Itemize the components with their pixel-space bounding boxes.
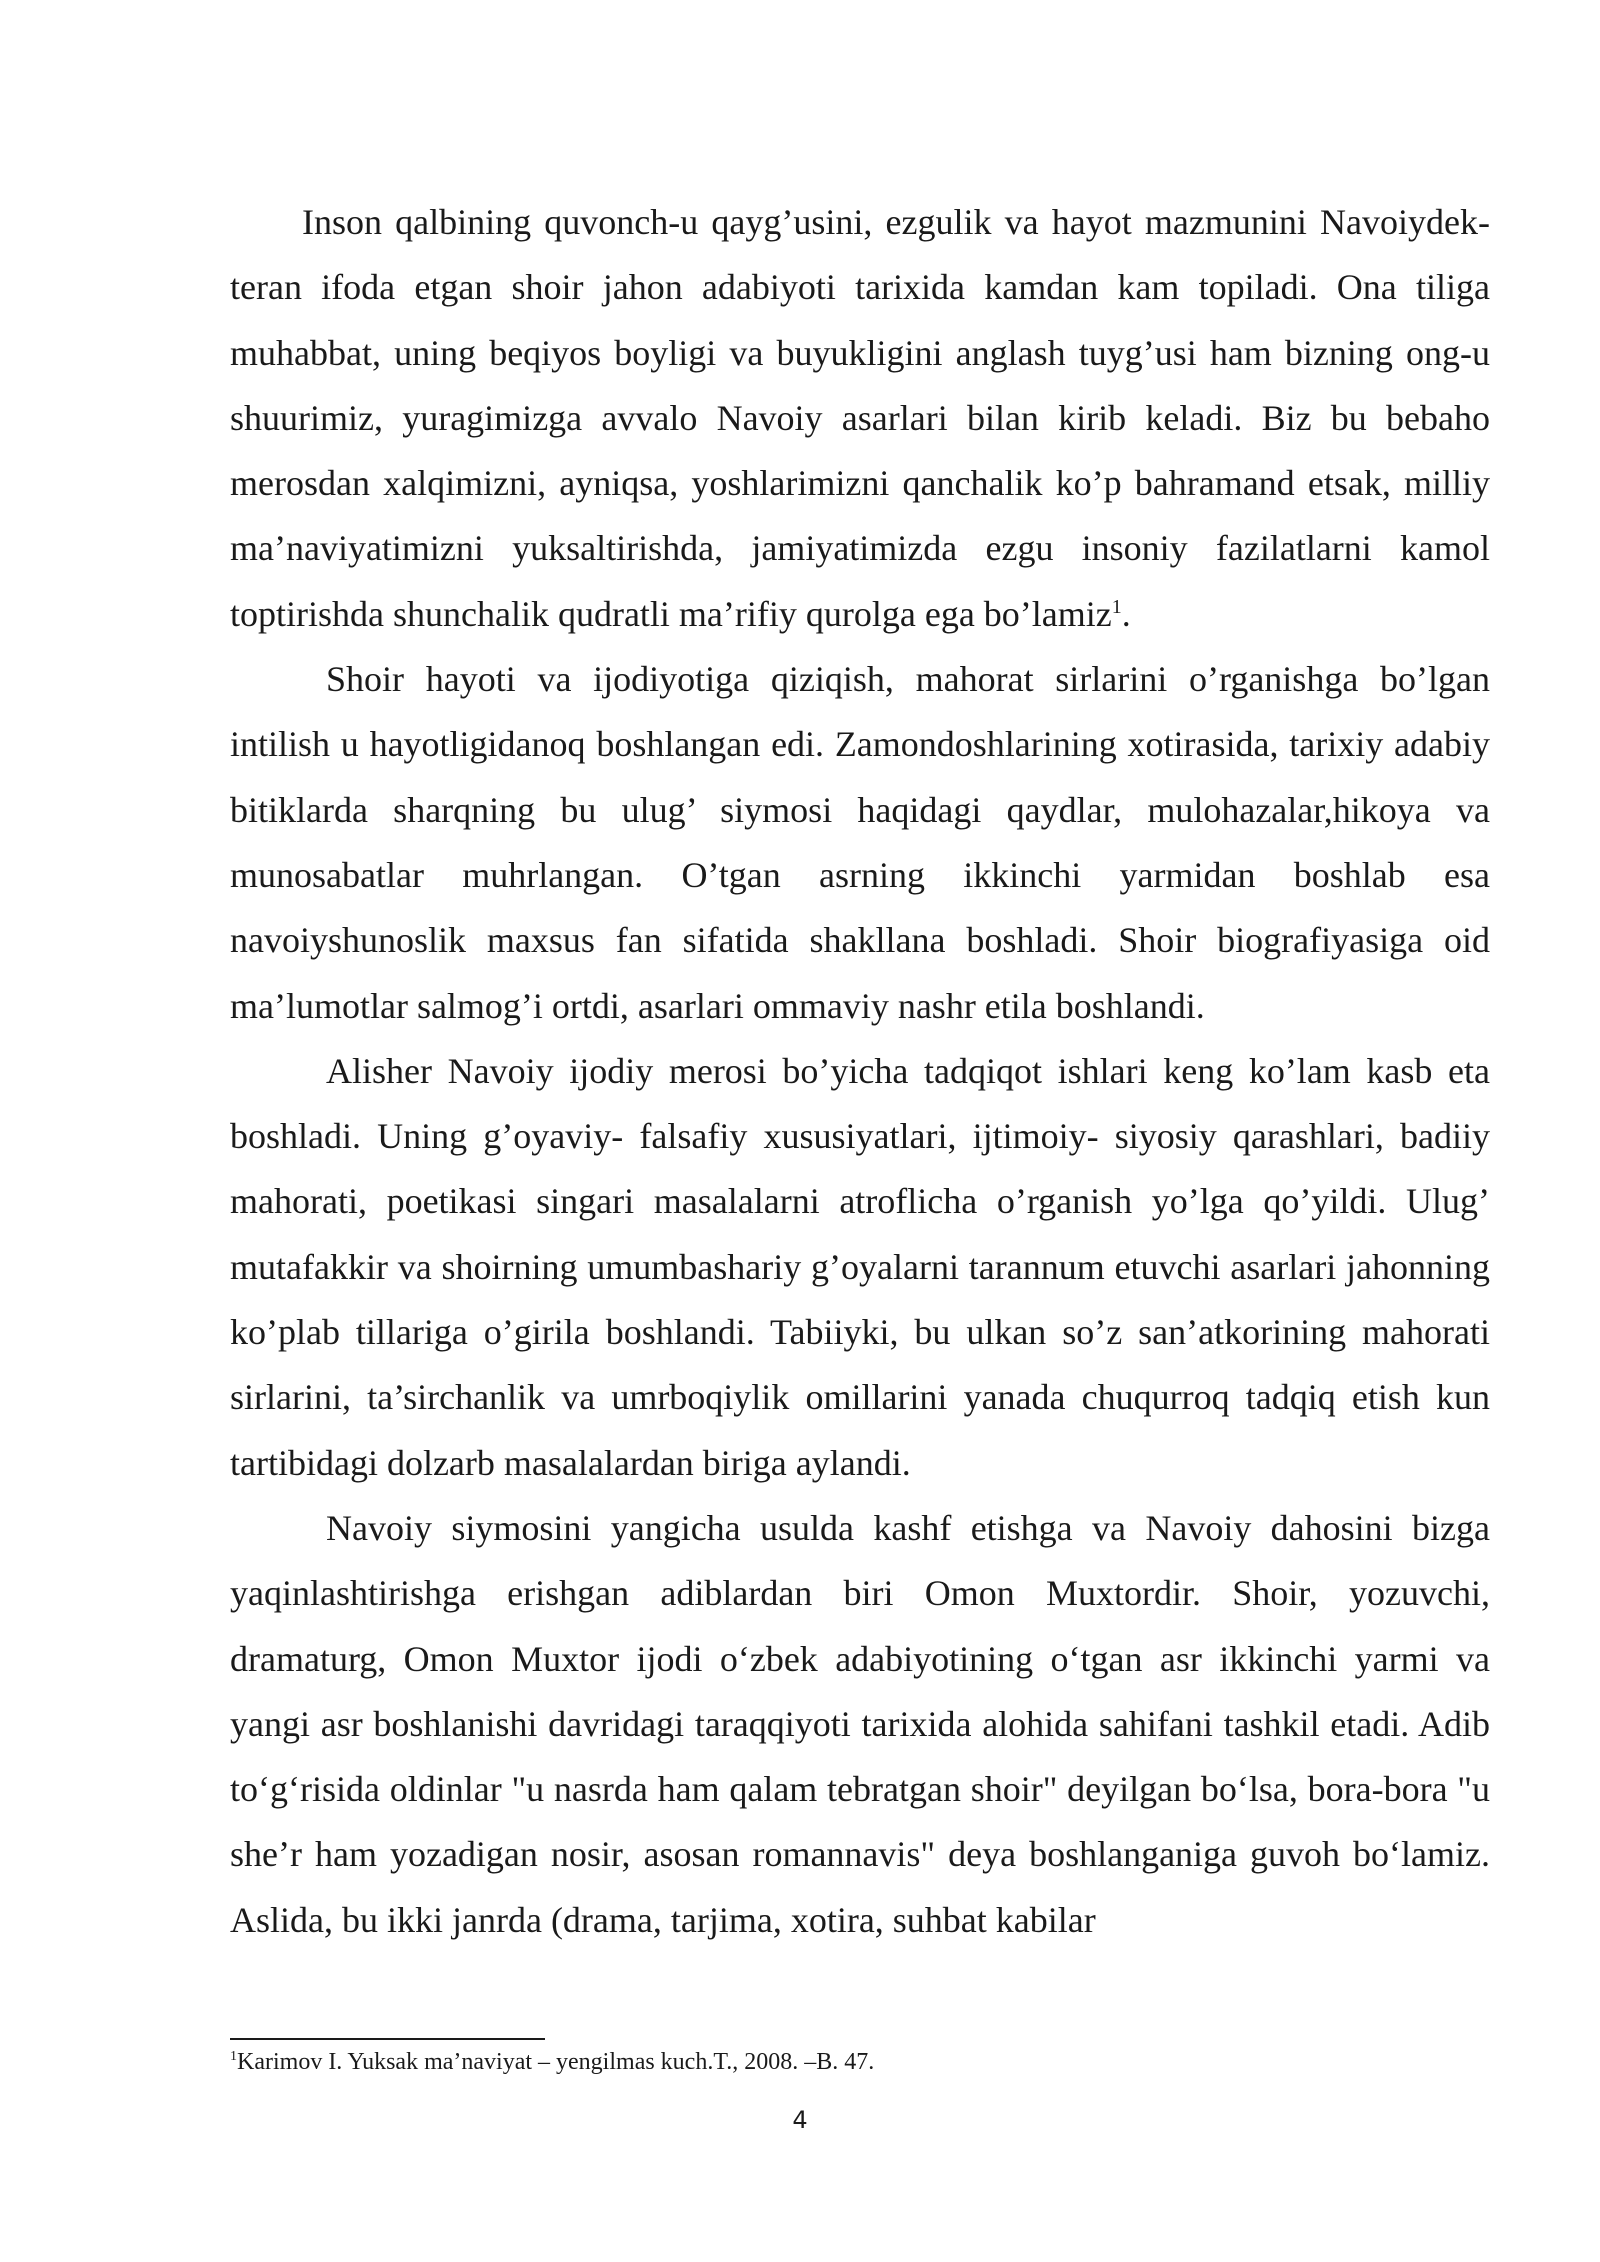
- paragraph-1-text: Inson qalbining quvonch-u qayg’usini, ezgulik va hayot mazmunini Navoiydek- teran ifoda etgan shoir jahon adabiyoti tarixida kamdan kam topiladi. Ona tiliga muhabbat, uning beqiyos boyligi va buyukligini anglash tuyg’usi ham bizning ong-u shuurimiz, yuragimizga avvalo Navoiy asarlari bilan kirib keladi. Biz bu bebaho merosdan xalqimizni, ayniqsa, yoshlarimizni qanchalik ko’p bahramand etsak, milliy ma’naviyatimizni yuksaltirishda, jamiyatimizda ezgu insoniy fazilatlarni kamol toptirishda shunchalik qudratli ma’rifiy qurolga ega bo’lamiz: [230, 202, 1490, 634]
- footnote: [230, 2044, 1430, 2080]
- paragraph-2: Shoir hayoti va ijodiyotiga qiziqish, mahorat sirlarini o’rganishga bo’lgan intilish u hayotligidanoq boshlangan edi. Zamondoshlarining xotirasida, tarixiy adabiy bitiklarda sharqning bu ulug’ siymosi haqidagi qaydlar, mulohazalar,hikoya va munosabatlar muhrlangan. O’tgan asrning ikkinchi yarmidan boshlab esa navoiyshunoslik maxsus fan sifatida shakllana boshladi. Shoir biografiyasiga oid ma’lumotlar salmog’i ortdi, asarlari ommaviy nashr etila boshlandi.: [230, 659, 1490, 1026]
- page-number: 4: [792, 2106, 808, 2134]
- footnote-mark: 1: [230, 2049, 237, 2064]
- footnote-reference: 1: [1111, 595, 1122, 618]
- body-text: [230, 190, 1490, 1953]
- footnote-text: Karimov I. Yuksak ma’naviyat – yengilmas kuch.T., 2008. –B. 47.: [237, 2049, 875, 2075]
- paragraph-4: Navoiy siymosini yangicha usulda kashf etishga va Navoiy dahosini bizga yaqinlashtirishga erishgan adiblardan biri Omon Muxtordir. Shoir, yozuvchi, dramaturg, Omon Muxtor ijodi oʻzbek adabiyotining oʻtgan asr ikkinchi yarmi va yangi asr boshlanishi davridagi taraqqiyoti tarixida alohida sahifani tashkil etadi. Adib toʻgʻrisida oldinlar "u nasrda ham qalam tebratgan shoir" deyilgan boʻlsa, bora-bora "u sheʼr ham yozadigan nosir, asosan romannavis" deya boshlanganiga guvoh boʻlamiz. Aslida, bu ikki janrda (drama, tarjima, xotira, suhbat kabilar: [230, 1507, 1490, 1940]
- paragraph-1: [230, 190, 1490, 647]
- footnote-separator: [230, 2038, 545, 2040]
- paragraph-1-ending: .: [1121, 593, 1131, 634]
- paragraph-3: Alisher Navoiy ijodiy merosi bo’yicha tadqiqot ishlari keng ko’lam kasb eta boshladi. Uning g’oyaviy- falsafiy xususiyatlari, ijtimoiy- siyosiy qarashlari, badiiy mahorati, poetikasi singari masalalarni atroflicha o’rganish yo’lga qo’yildi. Ulug’ mutafakkir va shoirning umumbashariy g’oyalarni tarannum etuvchi asarlari jahonning ko’plab tillariga o’girila boshlandi. Tabiiyki, bu ulkan so’z san’atkorining mahorati sirlarini, ta’sirchanlik va umrboqiylik omillarini yanada chuqurroq tadqiq etish kun tartibidagi dolzarb masalalardan biriga aylandi.: [230, 1050, 1490, 1483]
